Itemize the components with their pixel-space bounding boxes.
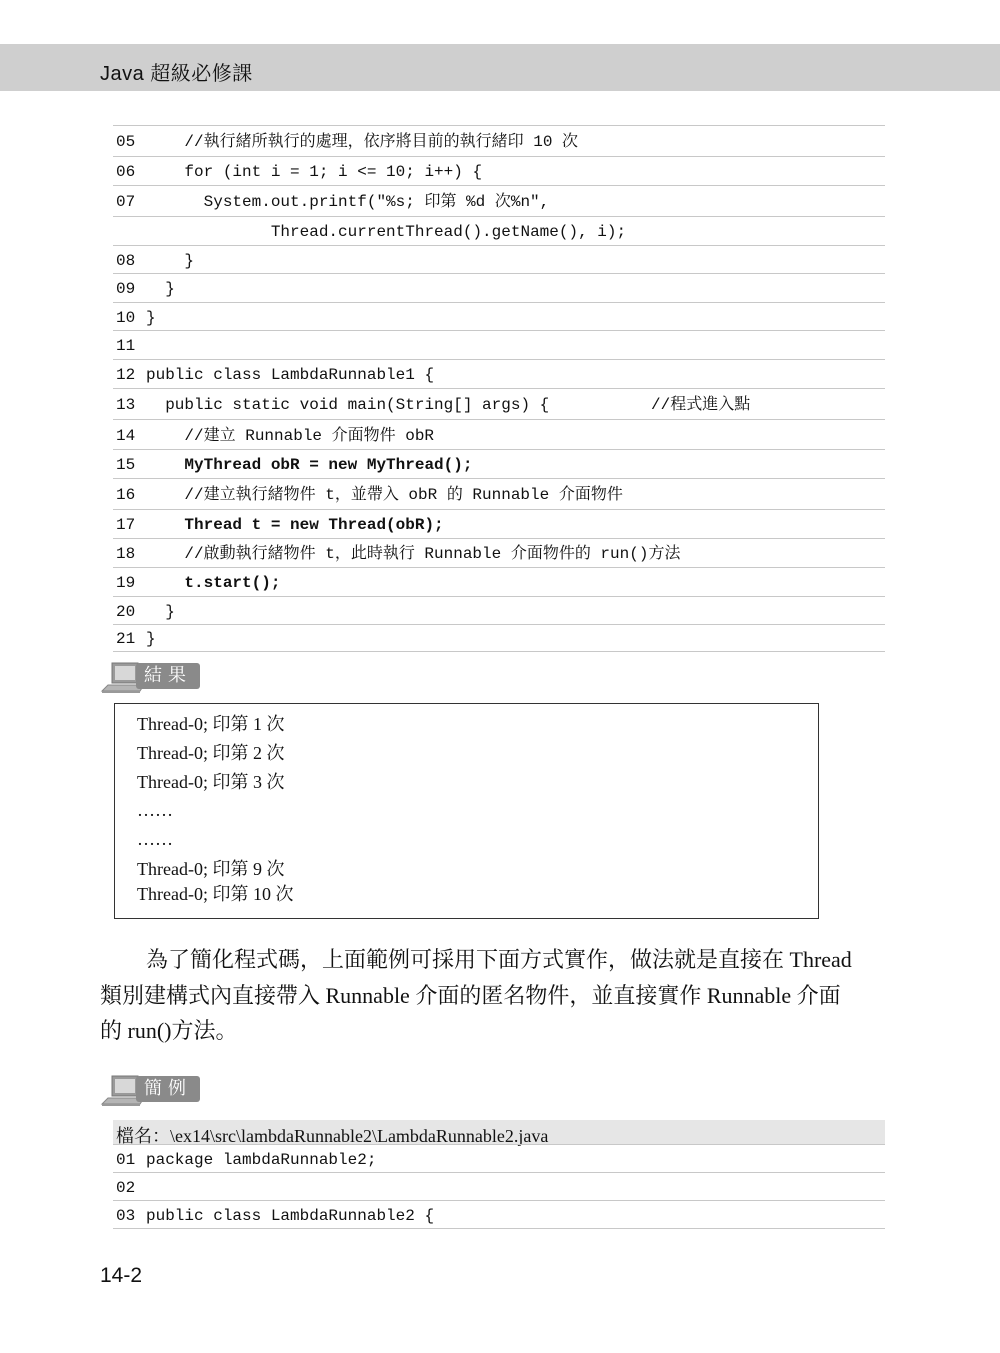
line-number: 18 [116, 545, 136, 563]
code-segment: //建立執行緒物件 t，並帶入 obR 的 Runnable 介面物件 [146, 486, 623, 504]
code-text [146, 487, 623, 503]
code-segment: } [146, 603, 175, 621]
line-number: 10 [116, 309, 136, 327]
code-line [113, 419, 885, 449]
code-segment: System.out.printf("%s; 印第 %d 次%n", [146, 193, 550, 211]
code-segment [146, 516, 184, 534]
example-label [100, 1074, 202, 1108]
code-line [113, 388, 885, 419]
file-name-bar [113, 1120, 885, 1144]
result-line: …… [137, 800, 173, 820]
code-bold-segment: MyThread obR = new MyThread(); [184, 456, 473, 474]
code-line [113, 509, 885, 538]
line-number: 21 [116, 630, 136, 648]
result-label [100, 661, 202, 695]
code-segment: //建立 Runnable 介面物件 obR [146, 427, 435, 445]
result-line: …… [137, 829, 173, 849]
code-line [113, 330, 885, 359]
code-segment [146, 456, 184, 474]
code-line [113, 596, 885, 624]
line-number: 19 [116, 574, 136, 592]
result-tab-text: 結果 [144, 665, 192, 686]
page-number: 14-2 [100, 1264, 143, 1287]
book-title: Java 超級必修課 [100, 63, 253, 85]
code-line [113, 624, 885, 652]
code-segment: } [146, 280, 175, 298]
code-segment: //啟動執行緒物件 t，此時執行 Runnable 介面物件的 run()方法 [146, 545, 681, 563]
code-segment: Thread.currentThread().getName(), i); [146, 223, 627, 241]
file-name: 檔名：\ex14\src\lambdaRunnable2\LambdaRunnable2.java [116, 1126, 549, 1146]
body-paragraph-line-3: 的 run()方法。 [100, 1018, 238, 1043]
code-line [113, 156, 885, 185]
code-text [146, 1208, 434, 1224]
code-line [113, 273, 885, 302]
code-segment: package lambdaRunnable2; [146, 1151, 377, 1169]
code-segment: } [146, 309, 156, 327]
code-text [146, 546, 680, 562]
result-line: Thread-0; 印第 10 次 [137, 884, 294, 904]
code-line [113, 449, 885, 478]
line-number: 15 [116, 456, 136, 474]
line-number: 05 [116, 133, 136, 151]
code-segment: public static void main(String[] args) { [146, 396, 550, 414]
result-output-box [114, 703, 819, 919]
code-text [146, 224, 626, 240]
code-text [146, 367, 434, 383]
line-number: 09 [116, 280, 136, 298]
code-bold-segment: Thread t = new Thread(obR); [184, 516, 444, 534]
code-line [113, 245, 885, 273]
code-bold-segment: t.start(); [184, 574, 281, 592]
line-number: 12 [116, 366, 136, 384]
line-number: 11 [116, 337, 136, 355]
code-line [113, 567, 885, 596]
code-segment: } [146, 252, 195, 270]
code-text [146, 134, 578, 150]
code-line [113, 478, 885, 509]
code-text [146, 397, 549, 413]
result-tab [136, 663, 200, 689]
code-line [113, 359, 885, 388]
code-segment: public class LambdaRunnable1 { [146, 366, 435, 384]
body-paragraph-line-1: 為了簡化程式碼，上面範例可採用下面方式實作，做法就是直接在 Thread [146, 947, 852, 972]
code-line [113, 1200, 885, 1229]
code-line [113, 216, 885, 245]
line-number: 01 [116, 1151, 136, 1169]
code-listing-bottom [113, 1144, 885, 1229]
result-line: Thread-0; 印第 9 次 [137, 859, 285, 879]
code-segment: for (int i = 1; i <= 10; i++) { [146, 163, 483, 181]
line-number: 13 [116, 396, 136, 414]
code-text [146, 428, 434, 444]
page-header [0, 44, 1000, 91]
example-tab-text: 簡例 [144, 1078, 192, 1099]
code-text [146, 164, 482, 180]
code-text [146, 194, 549, 210]
code-segment: } [146, 630, 156, 648]
result-line: Thread-0; 印第 2 次 [137, 743, 285, 763]
code-line [113, 1172, 885, 1200]
body-paragraph-line-2: 類別建構式內直接帶入 Runnable 介面的匿名物件，並直接實作 Runnable 介面 [100, 983, 841, 1008]
code-text [146, 457, 472, 473]
result-line: Thread-0; 印第 3 次 [137, 772, 285, 792]
line-number: 14 [116, 427, 136, 445]
line-number: 20 [116, 603, 136, 621]
code-text [146, 517, 444, 533]
code-segment: public class LambdaRunnable2 { [146, 1207, 435, 1225]
code-text [146, 604, 175, 620]
code-line [113, 302, 885, 330]
code-line [113, 125, 885, 156]
result-line: Thread-0; 印第 1 次 [137, 714, 285, 734]
code-listing-top [113, 125, 885, 652]
code-text [146, 310, 156, 326]
code-trailing-comment: //程式進入點 [651, 396, 751, 414]
line-number: 08 [116, 252, 136, 270]
line-number: 07 [116, 193, 136, 211]
code-segment: //執行緒所執行的處理，依序將目前的執行緒印 10 次 [146, 133, 579, 151]
line-number: 16 [116, 486, 136, 504]
example-tab [136, 1076, 200, 1102]
code-text [146, 253, 194, 269]
code-text [146, 281, 175, 297]
code-line [113, 1144, 885, 1172]
code-line [113, 185, 885, 216]
code-text [146, 575, 280, 591]
code-text [146, 631, 156, 647]
code-segment [146, 574, 184, 592]
line-number: 17 [116, 516, 136, 534]
line-number: 06 [116, 163, 136, 181]
line-number: 02 [116, 1179, 136, 1197]
code-text [146, 1152, 376, 1168]
line-number: 03 [116, 1207, 136, 1225]
code-line [113, 538, 885, 567]
